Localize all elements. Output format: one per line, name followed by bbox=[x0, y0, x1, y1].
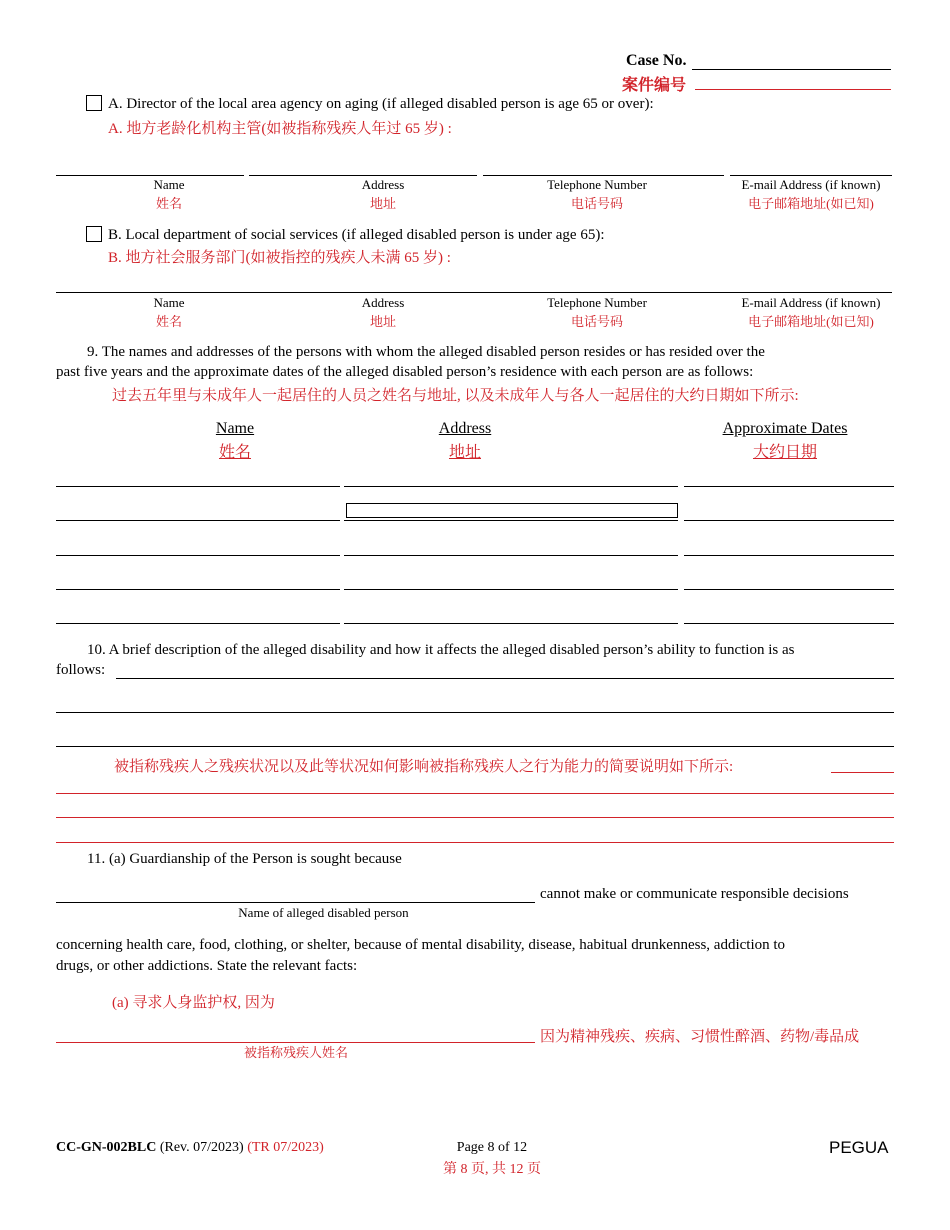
footer-rev: (Rev. 07/2023) bbox=[159, 1140, 244, 1155]
footer-form-id bbox=[56, 1140, 324, 1156]
footer-page: Page 8 of 12 bbox=[456, 1140, 528, 1155]
item10-line-zh1 bbox=[831, 772, 894, 773]
item9-row1-address[interactable] bbox=[344, 486, 678, 487]
footer-page-zh: 第 8 页, 共 12 页 bbox=[443, 1162, 541, 1177]
item9-row4-name[interactable] bbox=[56, 589, 340, 590]
section-b-name-caption-zh: 姓名 bbox=[155, 314, 182, 329]
case-no-field-zh bbox=[695, 89, 891, 90]
section-b-email-caption-zh: 电子邮箱地址(如已知) bbox=[748, 314, 874, 329]
case-no-field[interactable] bbox=[692, 69, 891, 70]
item10-line-zh4 bbox=[56, 842, 894, 843]
item9-row5-address[interactable] bbox=[344, 623, 678, 624]
item11-cannot-text: cannot make or communicate responsible decisions bbox=[540, 886, 849, 902]
item9-col-name-zh: 姓名 bbox=[218, 444, 251, 461]
item9-row4-dates[interactable] bbox=[684, 589, 894, 590]
item11-name-caption-zh: 被指称残疾人姓名 bbox=[243, 1045, 348, 1060]
section-a-address-caption: Address bbox=[361, 177, 405, 192]
item9-row2-dates[interactable] bbox=[684, 520, 894, 521]
footer-form-code: CC-GN-002BLC bbox=[56, 1140, 157, 1155]
item11-heading: 11. (a) Guardianship of the Person is sought because bbox=[87, 851, 402, 867]
item9-row5-dates[interactable] bbox=[684, 623, 894, 624]
item11-para-line2: drugs, or other addictions. State the relevant facts: bbox=[56, 958, 358, 974]
section-a-checkbox[interactable] bbox=[86, 95, 102, 111]
item9-row4-address[interactable] bbox=[344, 589, 678, 590]
item10-line-zh3 bbox=[56, 817, 894, 818]
section-b-checkbox[interactable] bbox=[86, 226, 102, 242]
item11-heading-zh: (a) 寻求人身监护权, 因为 bbox=[112, 995, 275, 1011]
section-a-phone-caption: Telephone Number bbox=[547, 177, 647, 192]
section-b-name-caption: Name bbox=[153, 295, 185, 310]
item11-para-line1: concerning health care, food, clothing, or shelter, because of mental disability, disease, habitual drunkenness, addiction to bbox=[56, 937, 786, 953]
section-a-email-caption: E-mail Address (if known) bbox=[741, 177, 881, 192]
section-b-text-zh: B. 地方社会服务部门(如被指控的残疾人未满 65 岁) : bbox=[108, 250, 451, 266]
case-no-label-zh: 案件编号 bbox=[622, 77, 687, 94]
item9-text-line2: past five years and the approximate dates of the alleged disabled person’s residence with each person are as follows: bbox=[56, 364, 754, 380]
section-a-text: A. Director of the local area agency on aging (if alleged disabled person is age 65 or over): bbox=[108, 96, 654, 112]
section-a-text-zh: A. 地方老龄化机构主管(如被指称残疾人年过 65 岁) : bbox=[108, 121, 452, 137]
section-b-email-caption: E-mail Address (if known) bbox=[741, 295, 881, 310]
item10-text-line1: 10. A brief description of the alleged disability and how it affects the alleged disabled person’s ability to function is as bbox=[87, 642, 795, 658]
section-a-name-caption-zh: 姓名 bbox=[155, 196, 182, 211]
case-no-label: Case No. bbox=[626, 52, 687, 69]
section-b-contact-field[interactable] bbox=[56, 292, 892, 293]
item10-text-zh: 被指称残疾人之残疾状况以及此等状况如何影响被指称残疾人之行为能力的简要说明如下所示: bbox=[114, 759, 734, 775]
item9-row2-name[interactable] bbox=[56, 520, 340, 521]
item9-text-line1: 9. The names and addresses of the persons with whom the alleged disabled person resides or has resided over the bbox=[87, 344, 765, 360]
item11-name-field[interactable] bbox=[56, 902, 535, 903]
item9-col-address-zh: 地址 bbox=[448, 444, 481, 461]
item9-col-dates-zh: 大约日期 bbox=[752, 444, 817, 461]
section-b-phone-caption: Telephone Number bbox=[547, 295, 647, 310]
item11-cannot-text-zh: 因为精神残疾、疾病、习惯性醉酒、药物/毒品成 bbox=[540, 1029, 860, 1045]
section-b-text: B. Local department of social services (if alleged disabled person is under age 65): bbox=[108, 227, 605, 243]
footer-tr: (TR 07/2023) bbox=[247, 1140, 324, 1155]
item9-col-address: Address bbox=[438, 420, 492, 437]
item9-row5-name[interactable] bbox=[56, 623, 340, 624]
item10-line2[interactable] bbox=[56, 712, 894, 713]
item10-line3[interactable] bbox=[56, 746, 894, 747]
item10-text-line2: follows: bbox=[56, 662, 106, 678]
item9-col-dates: Approximate Dates bbox=[722, 420, 848, 437]
item11-name-caption: Name of alleged disabled person bbox=[238, 905, 409, 920]
item10-line-zh2 bbox=[56, 793, 894, 794]
section-a-name-field[interactable] bbox=[56, 175, 244, 176]
section-a-name-caption: Name bbox=[153, 177, 185, 192]
item9-row3-name[interactable] bbox=[56, 555, 340, 556]
section-b-phone-caption-zh: 电话号码 bbox=[570, 314, 623, 329]
section-a-email-field[interactable] bbox=[730, 175, 892, 176]
item9-row1-name[interactable] bbox=[56, 486, 340, 487]
footer-brand: PEGUA bbox=[829, 1138, 889, 1157]
item9-col-name: Name bbox=[215, 420, 255, 437]
section-a-email-caption-zh: 电子邮箱地址(如已知) bbox=[748, 196, 874, 211]
item9-row1-dates[interactable] bbox=[684, 486, 894, 487]
section-a-address-caption-zh: 地址 bbox=[369, 196, 396, 211]
item9-row2-address[interactable] bbox=[346, 503, 678, 518]
section-a-phone-caption-zh: 电话号码 bbox=[570, 196, 623, 211]
item9-row3-address[interactable] bbox=[344, 555, 678, 556]
item9-text-zh: 过去五年里与未成年人一起居住的人员之姓名与地址, 以及未成年人与各人一起居住的大约日期如下所示: bbox=[112, 388, 799, 404]
item9-row2-address-line bbox=[344, 520, 678, 521]
item9-row3-dates[interactable] bbox=[684, 555, 894, 556]
section-a-address-field[interactable] bbox=[249, 175, 477, 176]
section-a-phone-field[interactable] bbox=[483, 175, 724, 176]
section-b-address-caption-zh: 地址 bbox=[369, 314, 396, 329]
section-b-address-caption: Address bbox=[361, 295, 405, 310]
item10-line1[interactable] bbox=[116, 678, 894, 679]
